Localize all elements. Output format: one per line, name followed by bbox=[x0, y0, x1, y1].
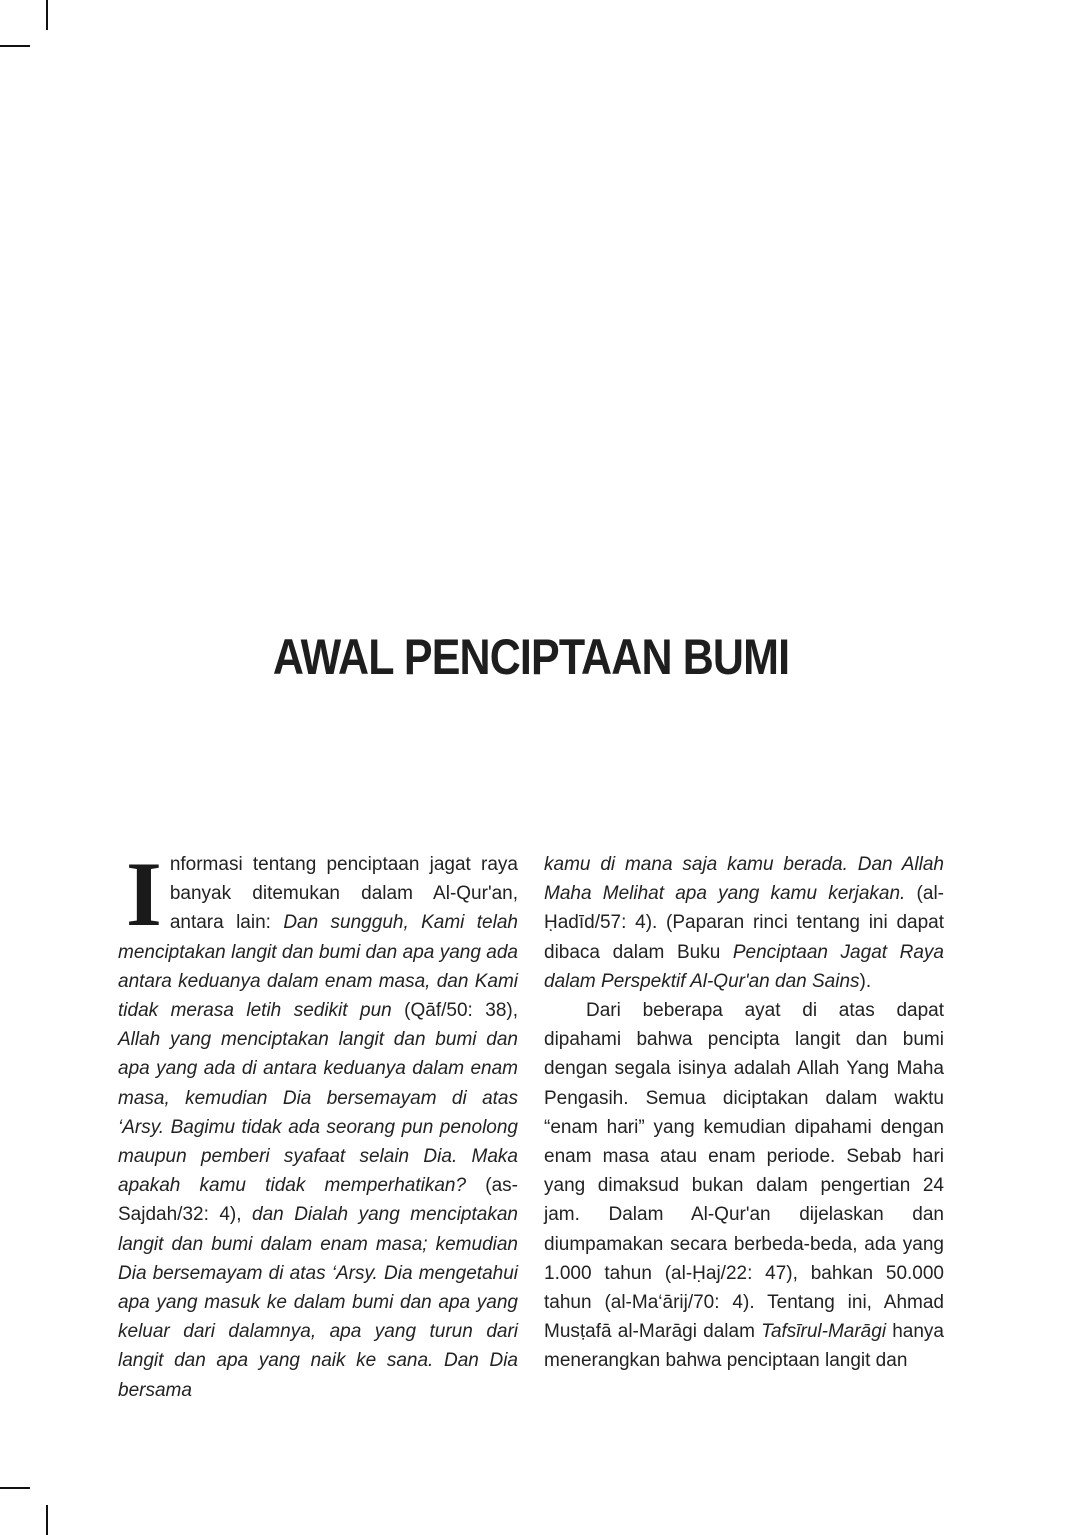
text-segment: hanya menerangkan bahwa penciptaan langit dan bbox=[544, 1321, 944, 1372]
verse-quote: Allah yang menciptakan langit dan bumi dan apa yang ada di antara keduanya dalam enam masa, kemudian Dia bersemayam di atas ‘Arsy. Bagimu tidak ada seorang pun penolong maupun pemberi syafaat selain Dia. Maka apakah kamu tidak memperhatikan? bbox=[118, 1029, 518, 1197]
drop-cap: I bbox=[126, 843, 162, 945]
crop-mark-bottom-vertical bbox=[46, 1505, 48, 1535]
chapter-title: AWAL PENCIPTAAN BUMI bbox=[272, 629, 790, 685]
left-column bbox=[118, 843, 518, 1405]
crop-mark-top-vertical bbox=[46, 0, 48, 30]
book-title: Tafsīrul-Marāgi bbox=[761, 1321, 887, 1343]
text-segment: Dari beberapa ayat di atas dapat dipahami bahwa pencipta langit dan bumi dengan segala isinya adalah Allah Yang Maha Pengasih. Semua diciptakan dalam waktu “enam hari” yang kemudian dipahami dengan enam masa atau enam periode. Sebab hari yang dimaksud bukan dalam pengertian 24 jam. Dalam Al-Qur'an dijelaskan dan diumpamakan secara berbeda-beda, ada yang 1.000 tahun (al-Ḥaj/22: 47), bahkan 50.000 tahun (al-Ma‘ārij/70: 4). Tentang ini, Ahmad Musṭafā al-Marāgi dalam bbox=[544, 1000, 944, 1343]
book-title: Penciptaan Jagat Raya dalam Perspektif Al-Qur'an dan Sains bbox=[544, 941, 944, 992]
continuation-paragraph bbox=[544, 850, 944, 996]
body-paragraph bbox=[544, 996, 944, 1376]
verse-reference: (as-Sajdah/32: 4), bbox=[118, 1175, 518, 1226]
verse-quote: Dan sungguh, Kami telah menciptakan langit dan bumi dan apa yang ada antara keduanya dalam enam masa, dan Kami tidak merasa letih sedikit pun bbox=[118, 912, 518, 1022]
crop-mark-bottom-horizontal bbox=[0, 1487, 30, 1489]
verse-quote: kamu di mana saja kamu berada. Dan Allah Maha Melihat apa yang kamu kerjakan. bbox=[544, 854, 944, 905]
verse-reference: (Qāf/50: 38), bbox=[391, 1000, 518, 1022]
right-column bbox=[544, 850, 944, 1376]
text-segment: ). bbox=[859, 970, 872, 992]
verse-quote: dan Dialah yang menciptakan langit dan bumi dalam enam masa; kemudian Dia bersemayam di atas ‘Arsy. Dia mengetahui apa yang masuk ke dalam bumi dan apa yang keluar dari dalamnya, apa yang turun dari langit dan apa yang naik ke sana. Dan Dia bersama bbox=[118, 1204, 518, 1401]
intro-paragraph bbox=[118, 843, 518, 1405]
crop-mark-top-horizontal bbox=[0, 45, 30, 47]
text-segment: nformasi tentang penciptaan jagat raya banyak ditemukan dalam Al-Qur'an, antara lain: bbox=[169, 854, 518, 934]
verse-reference: (al-Ḥadīd/57: 4). (Paparan rinci tentang ini dapat dibaca dalam Buku bbox=[544, 883, 944, 963]
